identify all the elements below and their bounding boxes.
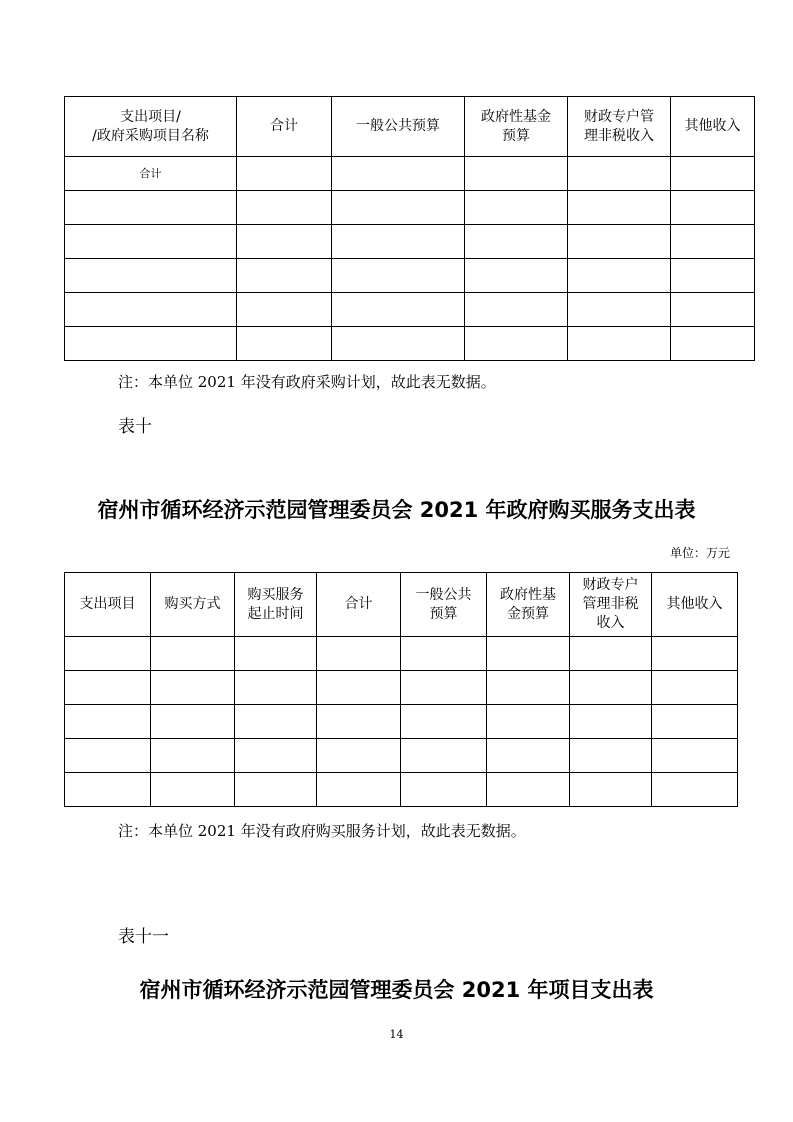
table-cell [401,705,487,739]
table-cell [317,773,401,807]
table-cell [235,705,317,739]
table-title: 宿州市循环经济示范园管理委员会 2021 年政府购买服务支出表 [97,498,696,522]
table-row [65,327,755,361]
table-cell [465,157,568,191]
table-cell [487,705,570,739]
table-cell [235,739,317,773]
table-cell [235,637,317,671]
table-cell [652,671,738,705]
table-cell [237,327,332,361]
table-cell [151,739,235,773]
table-row [65,773,738,807]
table-row [65,225,755,259]
table-cell [237,259,332,293]
table-cell [237,157,332,191]
table-cell [65,327,237,361]
table-cell [671,191,755,225]
table-cell [568,191,671,225]
table-cell [465,259,568,293]
table-cell [65,191,237,225]
table-cell [332,191,465,225]
header-cell: 政府性基金 预算 [465,97,568,157]
table-row [65,637,738,671]
header-cell: 合计 [237,97,332,157]
table-cell [465,293,568,327]
table-cell [487,637,570,671]
table-cell [151,637,235,671]
table-cell [151,773,235,807]
table-cell [465,191,568,225]
table-cell [65,739,151,773]
table-cell [568,259,671,293]
table-cell [65,293,237,327]
table-cell [671,259,755,293]
procurement-table [64,96,755,361]
table-cell [568,157,671,191]
table-cell: 合计 [65,157,237,191]
table-cell [332,225,465,259]
table-cell [65,259,237,293]
table-row [65,671,738,705]
table-cell [237,191,332,225]
table-cell [568,293,671,327]
table-cell [401,637,487,671]
table-title: 宿州市循环经济示范园管理委员会 2021 年项目支出表 [139,978,654,1002]
table-cell [671,225,755,259]
table-cell [317,671,401,705]
table-cell [671,327,755,361]
header-cell: 政府性基 金预算 [487,573,570,637]
table-cell [401,739,487,773]
table-cell [401,773,487,807]
table-cell [65,225,237,259]
header-cell: 其他收入 [671,97,755,157]
table-cell [237,293,332,327]
table-cell [487,739,570,773]
table-label: 表十一 [118,927,169,947]
table-cell [317,637,401,671]
table-cell [671,293,755,327]
header-cell: 购买服务 起止时间 [235,573,317,637]
table-label: 表十 [118,417,152,437]
table-cell [570,705,652,739]
table-cell [570,671,652,705]
table-row [65,293,755,327]
table-cell [652,773,738,807]
header-cell: 支出项目/ /政府采购项目名称 [65,97,237,157]
table-cell [401,671,487,705]
table-row [65,705,738,739]
header-cell: 一般公共 预算 [401,573,487,637]
table-cell [332,327,465,361]
table-cell [652,739,738,773]
table-cell [235,773,317,807]
table-note: 注：本单位 2021 年没有政府购买服务计划，故此表无数据。 [118,822,526,840]
table-cell [151,671,235,705]
table-cell [151,705,235,739]
table-cell [570,637,652,671]
table-cell [317,705,401,739]
table-cell [570,739,652,773]
table-cell [65,671,151,705]
header-cell: 财政专户 管理非税 收入 [570,573,652,637]
table-row [65,259,755,293]
table-cell [652,705,738,739]
table-cell [332,259,465,293]
table-cell [65,705,151,739]
table-cell [332,293,465,327]
table-row [65,739,738,773]
table-cell [235,671,317,705]
table-cell [465,327,568,361]
table-cell [568,225,671,259]
table-cell [65,637,151,671]
header-cell: 财政专户管 理非税收入 [568,97,671,157]
table-cell [465,225,568,259]
table-note: 注：本单位 2021 年没有政府采购计划，故此表无数据。 [118,373,496,391]
table-row [65,157,755,191]
table-cell [570,773,652,807]
table-row [65,191,755,225]
page-number: 14 [389,1028,404,1041]
table-cell [652,637,738,671]
table-cell [332,157,465,191]
header-cell: 一般公共预算 [332,97,465,157]
header-cell: 购买方式 [151,573,235,637]
table-cell [671,157,755,191]
table-cell [568,327,671,361]
table-cell [317,739,401,773]
table-cell [237,225,332,259]
header-cell: 支出项目 [65,573,151,637]
header-cell: 其他收入 [652,573,738,637]
table-cell [487,671,570,705]
unit-label: 单位：万元 [669,546,730,560]
table-cell [65,773,151,807]
header-cell: 合计 [317,573,401,637]
purchased-services-table [64,572,738,807]
table-cell [487,773,570,807]
